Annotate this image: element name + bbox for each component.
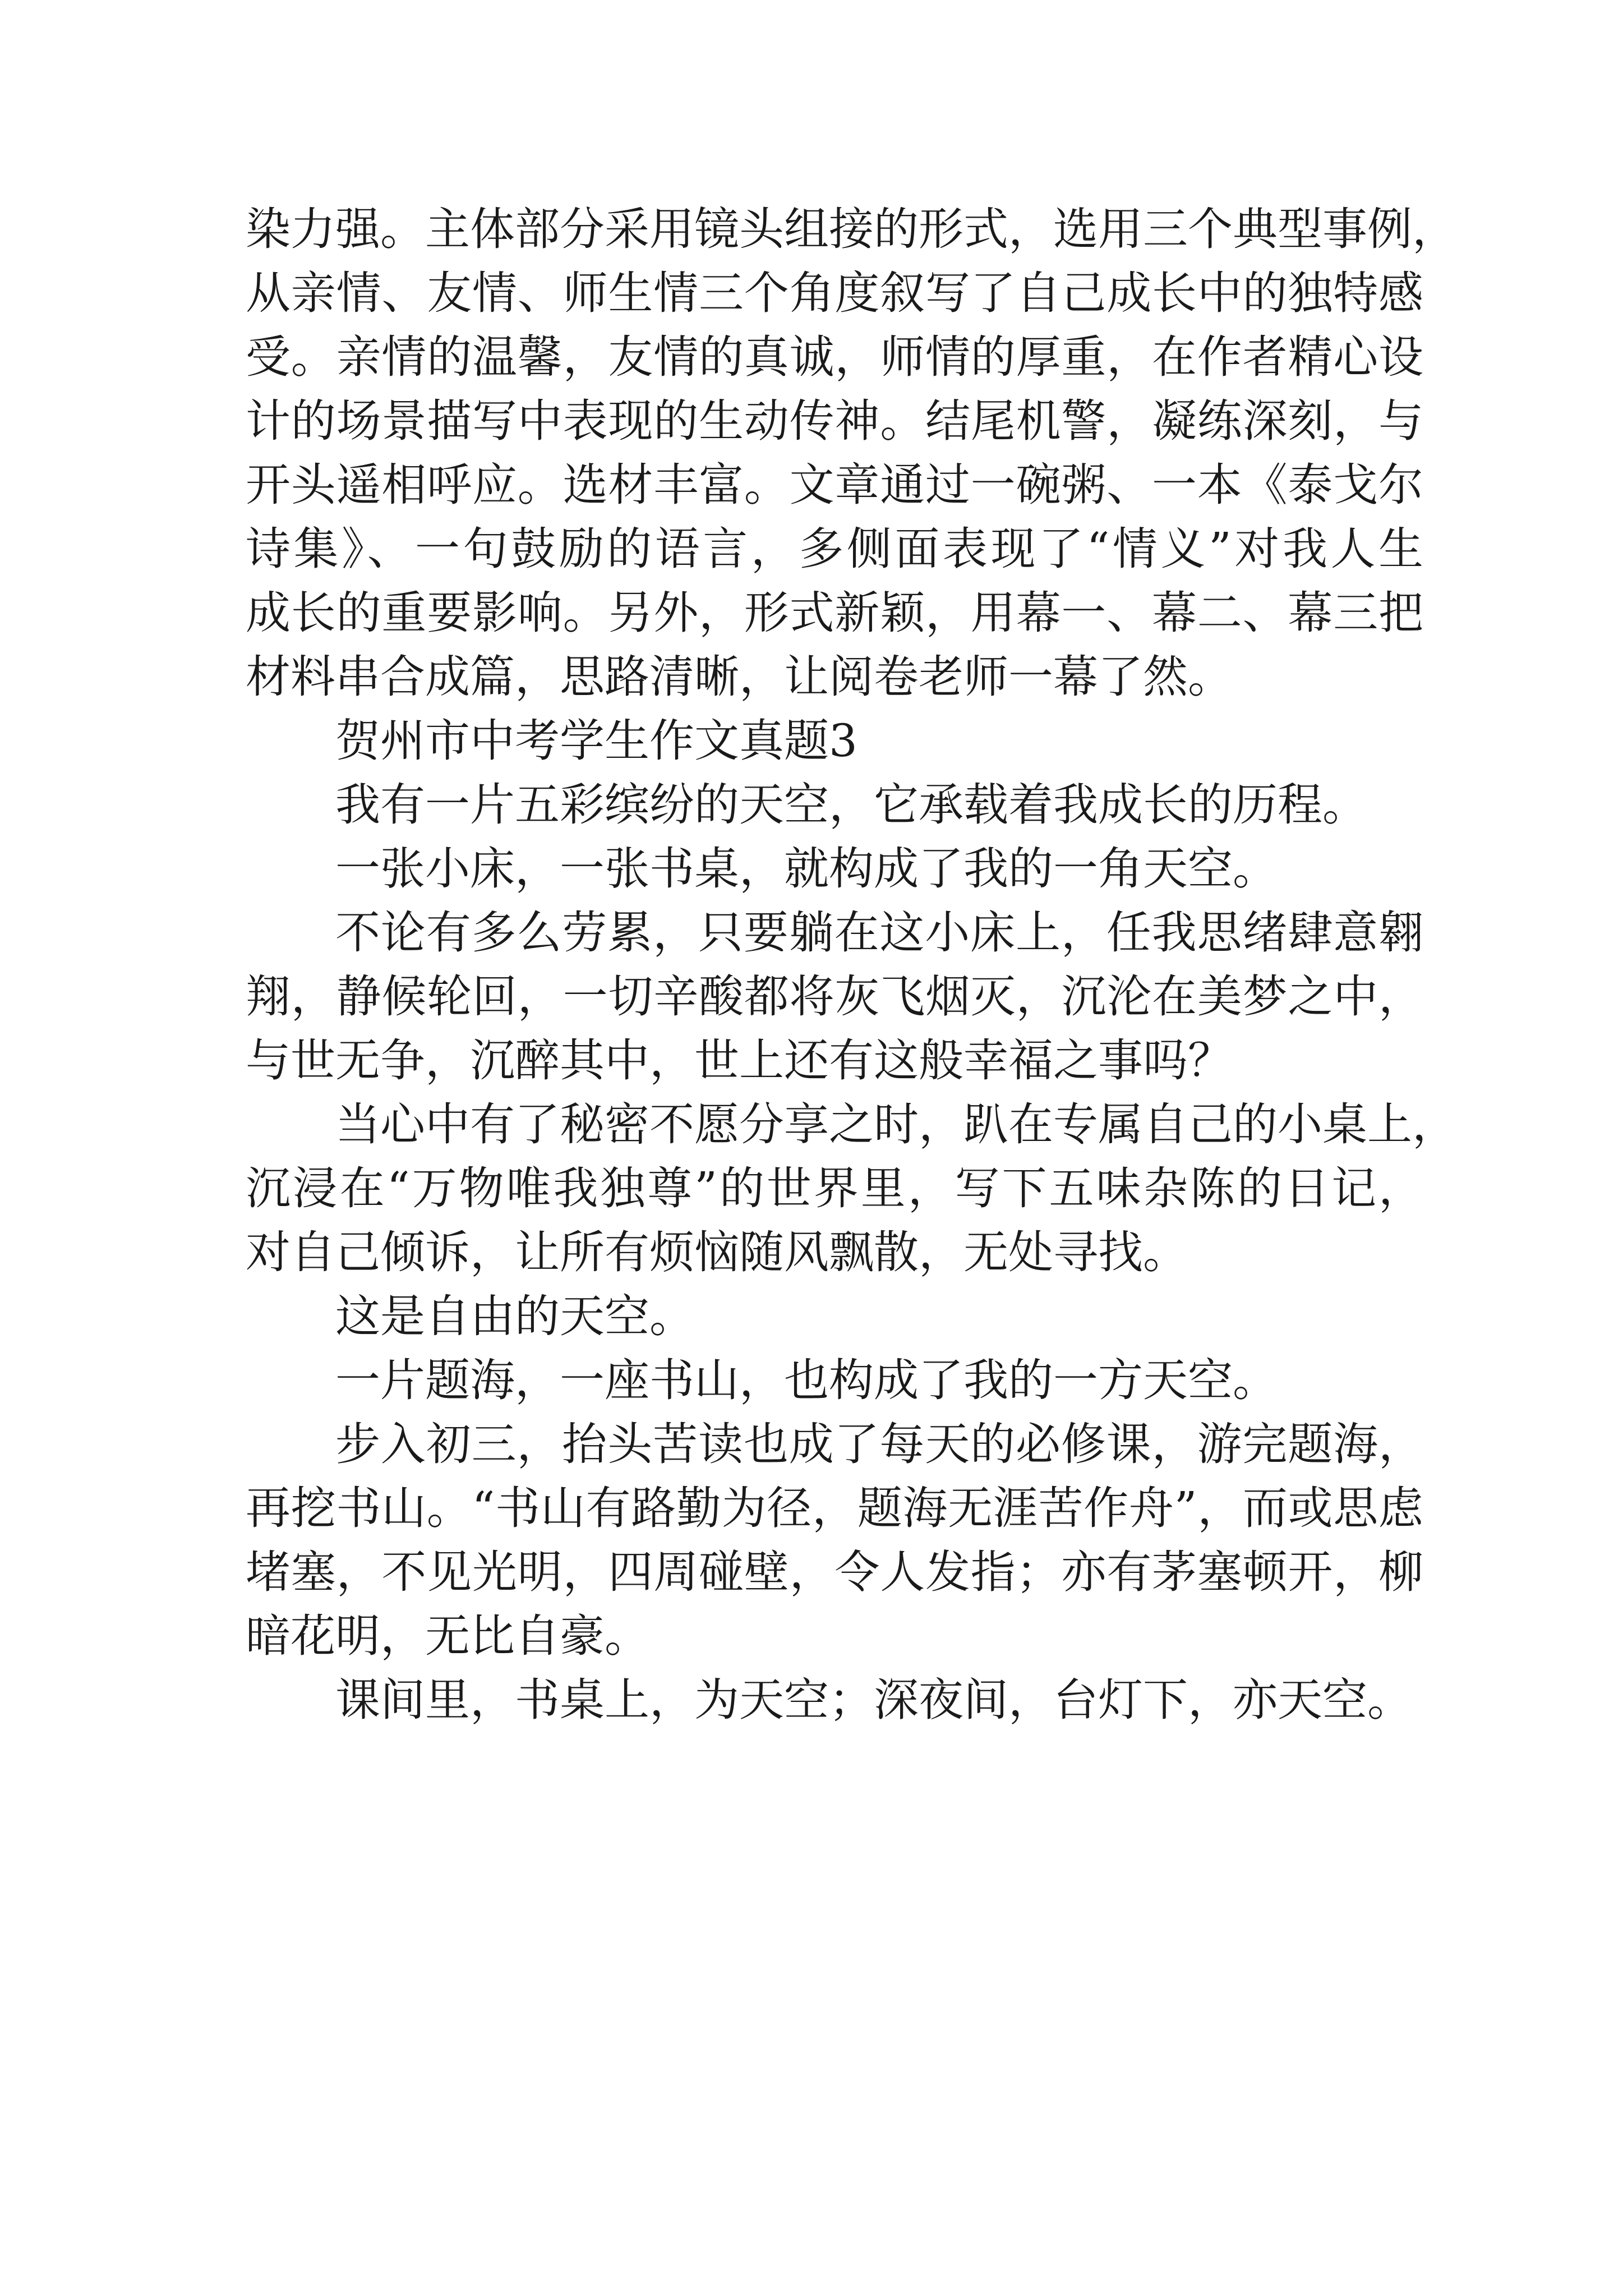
text-line: 再挖书山。“书山有路勤为径，题海无涯苦作舟”，而或思虑 bbox=[246, 1482, 1424, 1534]
text-line: 贺州市中考学生作文真题3 bbox=[335, 715, 857, 767]
text-line: 从亲情、友情、师生情三个角度叙写了自己成长中的独特感 bbox=[246, 267, 1424, 319]
text-line: 成长的重要影响。另外，形式新颖，用幕一、幕二、幕三把 bbox=[246, 587, 1424, 639]
text-line: 与世无争，沉醉其中，世上还有这般幸福之事吗？ bbox=[246, 1034, 1233, 1087]
text-line: 翔，静候轮回，一切辛酸都将灰飞烟灭，沉沦在美梦之中， bbox=[246, 970, 1424, 1023]
document-body bbox=[246, 197, 1457, 1732]
text-line: 对自己倾诉，让所有烦恼随风飘散，无处寻找。 bbox=[246, 1226, 1188, 1278]
text-line: 开头遥相呼应。选材丰富。文章通过一碗粥、一本《泰戈尔 bbox=[246, 459, 1424, 511]
text-line: 受。亲情的温馨，友情的真诚，师情的厚重，在作者精心设 bbox=[246, 331, 1424, 383]
text-line: 当心中有了秘密不愿分享之时，趴在专属自己的小桌上， bbox=[335, 1098, 1457, 1151]
text-line: 一张小床，一张书桌，就构成了我的一角天空。 bbox=[335, 843, 1278, 895]
text-line: 步入初三，抬头苦读也成了每天的必修课，游完题海， bbox=[335, 1418, 1424, 1470]
text-line: 计的场景描写中表现的生动传神。结尾机警，凝练深刻，与 bbox=[246, 395, 1424, 447]
text-line: 暗花明，无比自豪。 bbox=[246, 1610, 649, 1662]
text-line: 诗集》、一句鼓励的语言，多侧面表现了“情义”对我人生 bbox=[246, 523, 1427, 575]
text-line: 我有一片五彩缤纷的天空，它承载着我成长的历程。 bbox=[335, 779, 1367, 831]
text-line: 不论有多么劳累，只要躺在这小床上，任我思绪肆意翱 bbox=[335, 907, 1424, 959]
text-line: 这是自由的天空。 bbox=[335, 1290, 694, 1342]
text-line: 沉浸在“万物唯我独尊”的世界里，写下五味杂陈的日记， bbox=[246, 1162, 1426, 1214]
text-line: 材料串合成篇，思路清晰，让阅卷老师一幕了然。 bbox=[246, 651, 1233, 703]
text-line: 染力强。主体部分采用镜头组接的形式，选用三个典型事例， bbox=[246, 203, 1457, 255]
text-line: 堵塞，不见光明，四周碰壁，令人发指；亦有茅塞顿开，柳 bbox=[246, 1546, 1424, 1598]
text-line: 课间里，书桌上，为天空；深夜间，台灯下，亦天空。 bbox=[335, 1674, 1412, 1726]
text-line: 一片题海，一座书山，也构成了我的一方天空。 bbox=[335, 1354, 1278, 1406]
